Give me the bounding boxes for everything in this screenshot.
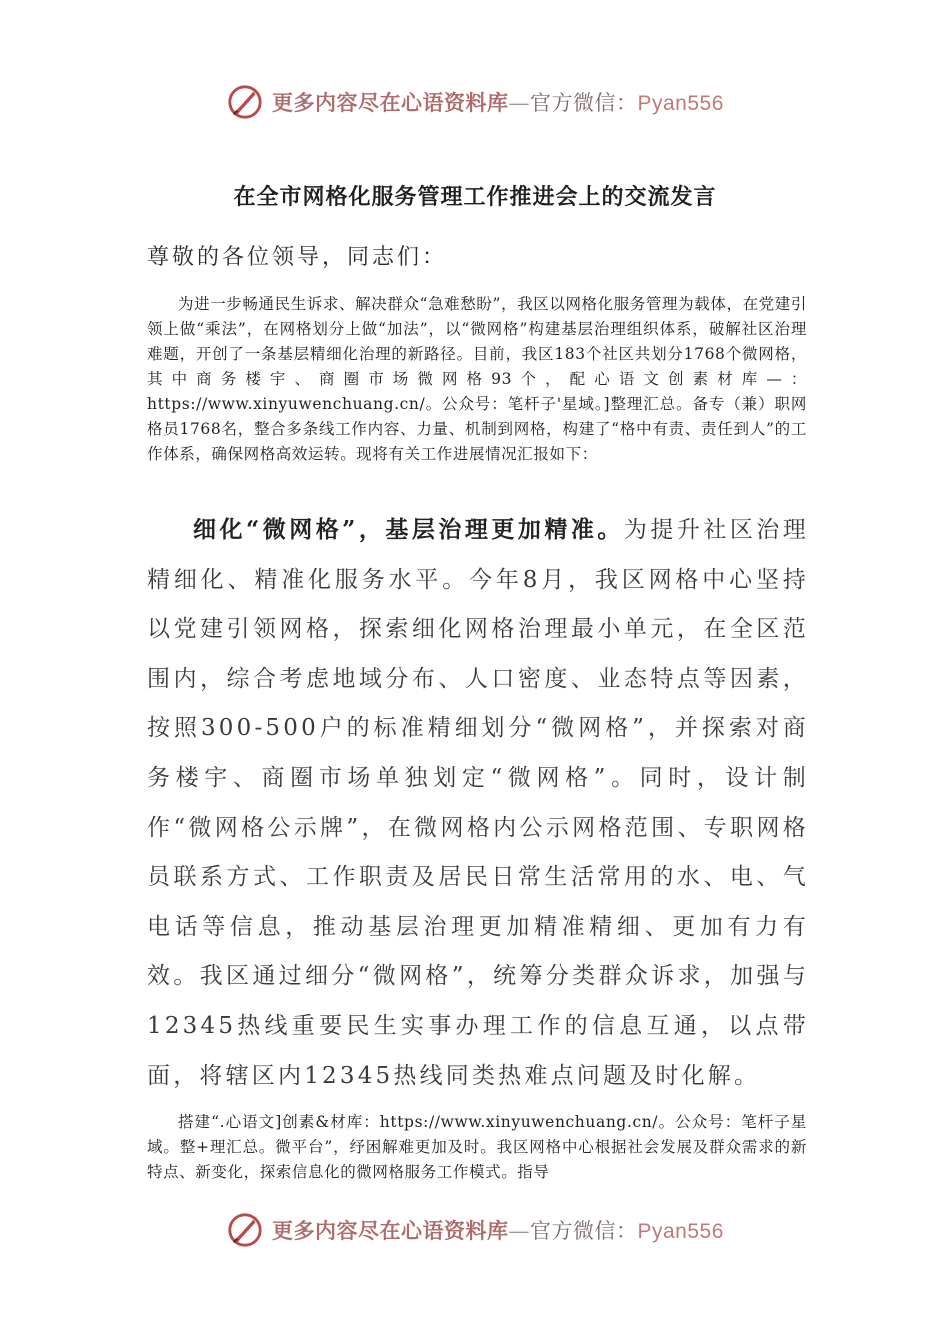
- header-banner: [226, 80, 746, 124]
- intro-paragraph: 为进一步畅通民生诉求、解决群众“急难愁盼”，我区以网格化服务管理为载体，在党建引领上做“乘法”，在网格划分上做“加法”，以“微网格”构建基层治理组织体系，破解社区治理难题，开创了一条基层精细化治理的新路径。目前，我区183个社区共划分1768个微网格，其中商务楼宇、商圈市场微网格93个，配心语文创素材库—：https://www.xinyuwenchuang.cn/。公众号：笔杆子'星域。]整理汇总。备专（兼）职网格员1768名，整合多条线工作内容、力量、机制到网格，构建了“格中有责、责任到人”的工作体系，确保网格高效运转。现将有关工作进展情况汇报如下：: [147, 295, 807, 463]
- salutation: 尊敬的各位领导，同志们：: [147, 245, 448, 270]
- section-paragraph: [147, 505, 809, 1101]
- banner-text: [272, 1215, 724, 1245]
- banner-wechat-label: 官方微信：: [530, 91, 638, 115]
- footer-banner: [226, 1208, 746, 1252]
- document-title: 在全市网格化服务管理工作推进会上的交流发言: [233, 184, 717, 210]
- banner-wechat-label: 官方微信：: [530, 1219, 638, 1243]
- quill-logo-icon: [226, 83, 264, 121]
- banner-dash: —: [508, 91, 530, 115]
- banner-dash: —: [508, 1219, 530, 1243]
- banner-text: [272, 87, 724, 117]
- banner-main-text: 更多内容尽在心语资料库: [272, 90, 509, 115]
- section-heading: 细化“微网格”，基层治理更加精准。: [193, 516, 624, 543]
- banner-wechat-id: Pyan556: [637, 92, 724, 115]
- banner-main-text: 更多内容尽在心语资料库: [272, 1218, 509, 1243]
- section-body: 为提升社区治理精细化、精准化服务水平。今年8月，我区网格中心坚持以党建引领网格，探索细化网格治理最小单元，在全区范围内，综合考虑地域分布、人口密度、业态特点等因素，按照300-500户的标准精细划分“微网格”，并探索对商务楼宇、商圈市场单独划定“微网格”。同时，设计制作“微网格公示牌”，在微网格内公示网格范围、专职网格员联系方式、工作职责及居民日常生活常用的水、电、气电话等信息，推动基层治理更加精准精细、更加有力有效。我区通过细分“微网格”，统筹分类群众诉求，加强与12345热线重要民生实事办理工作的信息互通，以点带面，将辖区内12345热线同类热难点问题及时化解。: [147, 517, 810, 1089]
- banner-wechat-id: Pyan556: [637, 1220, 724, 1243]
- continuation-paragraph: 搭建“.心语文]创素&材库：https://www.xinyuwenchuang.cn/。公众号：笔杆子星域。整+理汇总。微平台”，纾困解难更加及时。我区网格中心根据社会发展及群众需求的新特点、新变化，探索信息化的微网格服务工作模式。指导: [147, 1113, 807, 1181]
- quill-logo-icon: [226, 1211, 264, 1249]
